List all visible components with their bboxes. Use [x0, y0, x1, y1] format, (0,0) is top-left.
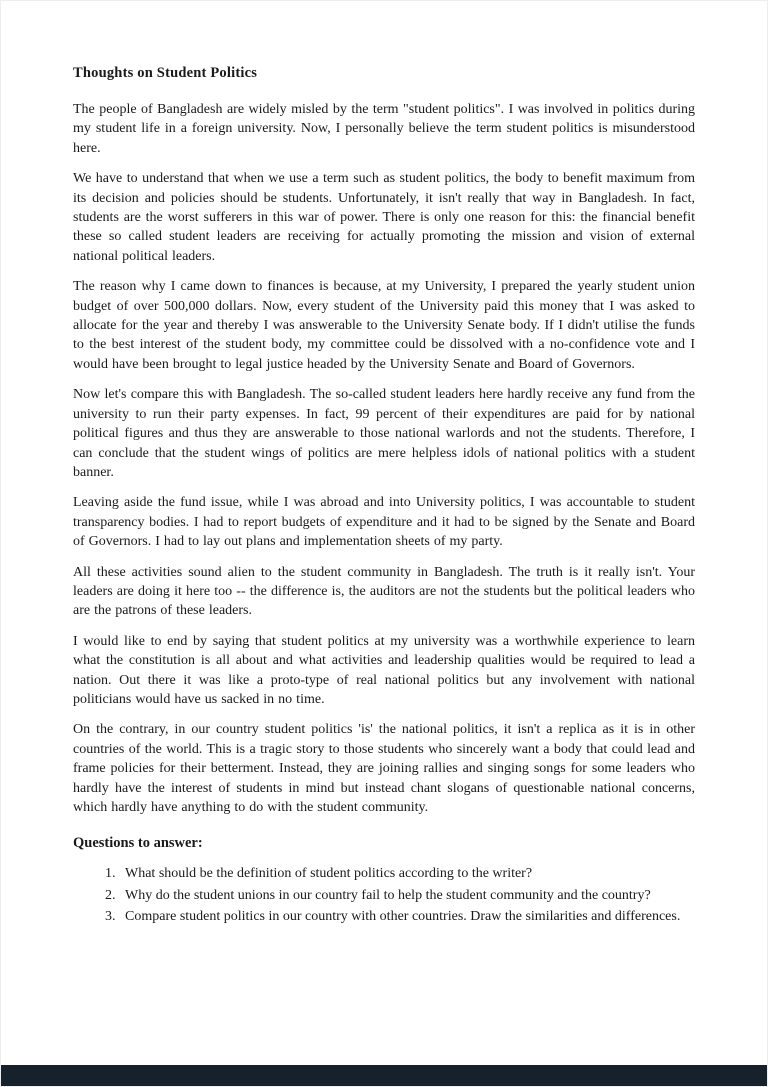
paragraph: On the contrary, in our country student politics 'is' the national politics, it isn't a replica as it is in other countries of the world. This is a tragic story to those students who sincerely want a body that could lead and frame policies for their betterment. Instead, they are joining rallies and singing songs for some leaders who hardly have the interest of students in mind but instead chant slogans of questionable national concerns, which hardly have anything to do with the student community.: [73, 722, 695, 815]
question-item: 2. Why do the student unions in our country fail to help the student community and the country?: [119, 886, 695, 905]
paragraph: Now let's compare this with Bangladesh. The so-called student leaders here hardly receive any fund from the university to run their party expenses. In fact, 99 percent of their expenditures are paid for by national political figures and thus they are answerable to those national warlords and not the students. Therefore, I can conclude that the student wings of politics are mere helpless idols of national politics with a student banner.: [73, 387, 695, 480]
question-item: 1. What should be the definition of student politics according to the writer?: [119, 864, 695, 883]
paragraph: The people of Bangladesh are widely misled by the term "student politics". I was involved in politics during my student life in a foreign university. Now, I personally believe the term student politics is misunderstood here.: [73, 102, 695, 156]
paragraph: The reason why I came down to finances is because, at my University, I prepared the yearly student union budget of over 500,000 dollars. Now, every student of the University paid this money that I was asked to allocate for the year and thereby I was answerable to the University Senate body. If I didn't utilise the funds to the best interest of the student body, my committee could be dissolved with a no-confidence vote and I would have been brought to legal justice headed by the University Senate and Board of Governors.: [73, 279, 695, 372]
paragraph: We have to understand that when we use a term such as student politics, the body to benefit maximum from its decision and policies should be students. Unfortunately, it isn't really that way in Bangladesh. In fact, students are the worst sufferers in this war of power. There is only one reason for this: the financial benefit these so called student leaders are receiving for actually promoting the mission and vision of external national political leaders.: [73, 171, 695, 264]
document-title: Thoughts on Student Politics: [73, 65, 258, 81]
paragraph: I would like to end by saying that student politics at my university was a worthwhile experience to learn what the constitution is all about and what activities and leadership qualities would be required to lead a nation. Out there it was like a proto-type of real national politics but any involvement with national politicians would have us sacked in no time.: [73, 633, 695, 707]
paragraph: Leaving aside the fund issue, while I was abroad and into University politics, I was accountable to student transparency bodies. I had to report budgets of expenditure and it had to be signed by the Senate and Board of Governors. I had to lay out plans and implementation sheets of my party.: [73, 495, 695, 550]
question-item: 3. Compare student politics in our country with other countries. Draw the similarities and differences.: [119, 907, 695, 926]
paragraph: All these activities sound alien to the student community in Bangladesh. The truth is it really isn't. Your leaders are doing it here too -- the difference is, the auditors are not the students but the political leaders who are the patrons of these leaders.: [73, 564, 695, 619]
questions-heading: Questions to answer:: [73, 835, 203, 852]
footer-bar: [1, 1065, 767, 1086]
document-content: [73, 65, 695, 929]
questions-list: [73, 864, 695, 926]
